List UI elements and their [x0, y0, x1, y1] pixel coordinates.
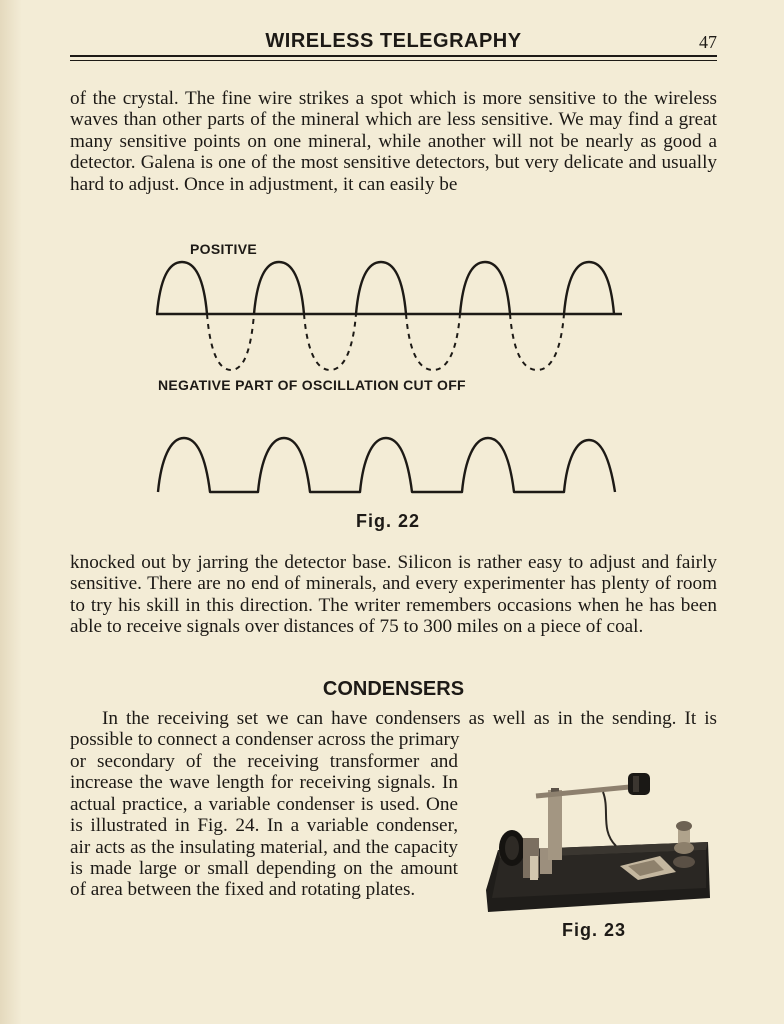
paragraph-3-wrapped: or secondary of the receiving transformer and increase the wave length for receiving signals. In actual practice, a variable condenser is used. One is illustrated in Fig. 24. In a variable condenser, air acts as the insulating material, and the capacity is made large or small depending on the amount of area between the fixed and rotating plates.	[70, 751, 458, 901]
fig22-label-positive: POSITIVE	[190, 241, 257, 257]
fig23-horizontal-rod	[536, 786, 640, 796]
header-title: WIRELESS TELEGRAPHY	[265, 30, 522, 52]
fig22-positive-half-wave	[460, 262, 510, 314]
fig22-negative-half-wave-dashed	[510, 314, 564, 370]
running-header	[70, 30, 717, 70]
fig23-detector-base	[486, 842, 710, 912]
fig22-negative-half-wave-dashed	[304, 314, 356, 370]
page-number: 47	[699, 32, 717, 52]
fig23-crystal-cup	[620, 856, 676, 880]
fig23-knob	[499, 830, 525, 866]
fig22-negative-half-wave-dashed	[207, 314, 254, 370]
fig22-caption: Fig. 22	[356, 511, 421, 531]
fig22-positive-half-wave	[254, 262, 304, 314]
fig23-rod-knob	[628, 773, 650, 795]
fig22-negative-half-wave-dashed	[406, 314, 460, 370]
fig22-label-negative: NEGATIVE PART OF OSCILLATION CUT OFF	[158, 377, 466, 393]
fig22-positive-half-wave	[157, 262, 207, 314]
paragraph-1: of the crystal. The fine wire strikes a spot which is more sensitive to the wireless waves than other parts of the mineral which are less sensitive. We may find a great many sensitive points on one mineral, while another will not be nearly as good a detector. Galena is one of the most sensitive detectors, but very delicate and usually hard to adjust. Once in adjustment, it can easily be	[70, 88, 717, 195]
paragraph-3-full-width: In the receiving set we can have condensers as well as in the sending. It is possible to connect a condenser across the primary	[70, 708, 717, 751]
page-edge-shadow	[0, 0, 22, 1024]
header-rule	[70, 55, 717, 57]
section-heading-condensers: CONDENSERS	[322, 678, 465, 700]
fig23-binding-post	[676, 821, 692, 831]
fig22-rectified-waveform	[158, 438, 615, 492]
fig22-positive-half-wave	[564, 262, 614, 314]
paragraph-2: knocked out by jarring the detector base. Silicon is rather easy to adjust and fairly sensitive. There are no end of minerals, and every experimenter has plenty of room to try his skill in this direction. The writer remembers occasions when he has been able to receive signals over distances of 75 to 300 miles on a piece of coal.	[70, 552, 717, 638]
fig22-positive-half-wave	[356, 262, 406, 314]
fig23-cats-whisker	[603, 792, 616, 846]
fig23-caption: Fig. 23	[562, 920, 627, 940]
header-rule-thin	[70, 60, 717, 61]
